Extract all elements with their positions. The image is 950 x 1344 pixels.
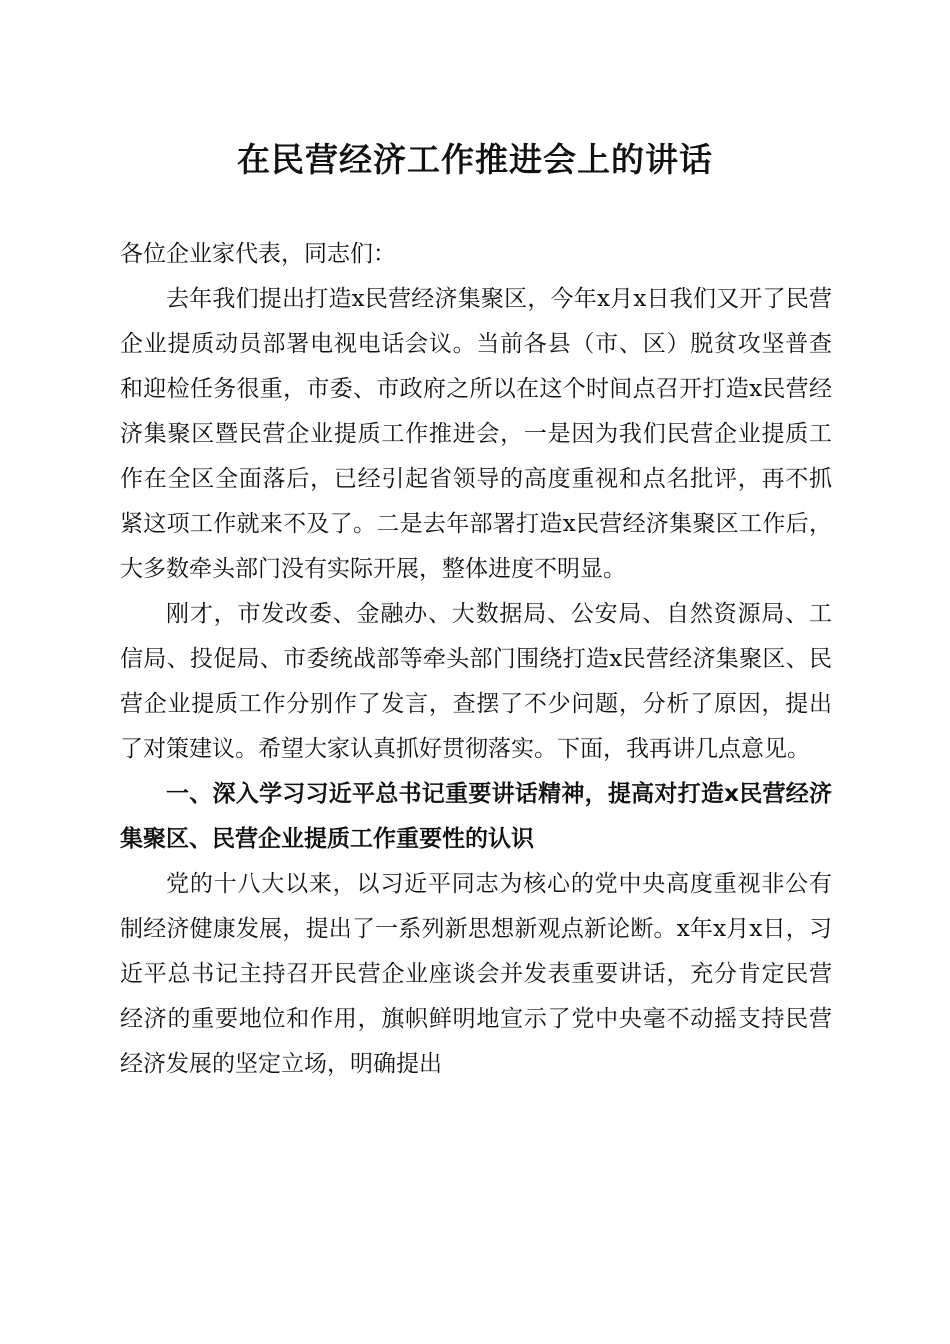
paragraph-intro: 去年我们提出打造x民营经济集聚区，今年x月x日我们又开了民营企业提质动员部署电视电话会议。当前各县（市、区）脱贫攻坚普查和迎检任务很重，市委、市政府之所以在这个时间点召开打造x民营经济集聚区暨民营企业提质工作推进会，一是因为我们民营企业提质工作在全区全面落后，已经引起省领导的高度重视和点名批评，再不抓紧这项工作就来不及了。二是去年部署打造x民营经济集聚区工作后，大多数牵头部门没有实际开展，整体进度不明显。 [120, 286, 832, 582]
document-body [120, 232, 832, 1087]
document-title: 在民营经济工作推进会上的讲话 [237, 140, 713, 179]
section-heading-1: 一、深入学习习近平总书记重要讲话精神，提高对打造x民营经济集聚区、民营企业提质工作重要性的认识 [120, 781, 832, 852]
paragraph-section-1: 党的十八大以来，以习近平同志为核心的党中央高度重视非公有制经济健康发展，提出了一系列新思想新观点新论断。x年x月x日，习近平总书记主持召开民营企业座谈会并发表重要讲话，充分肯定民营经济的重要地位和作用，旗帜鲜明地宣示了党中央毫不动摇支持民营经济发展的坚定立场，明确提出 [120, 871, 832, 1077]
salutation: 各位企业家代表，同志们： [120, 241, 396, 267]
paragraph-speeches: 刚才，市发改委、金融办、大数据局、公安局、自然资源局、工信局、投促局、市委统战部等牵头部门围绕打造x民营经济集聚区、民营企业提质工作分别作了发言，查摆了不少问题，分析了原因，提出了对策建议。希望大家认真抓好贯彻落实。下面，我再讲几点意见。 [120, 601, 832, 762]
